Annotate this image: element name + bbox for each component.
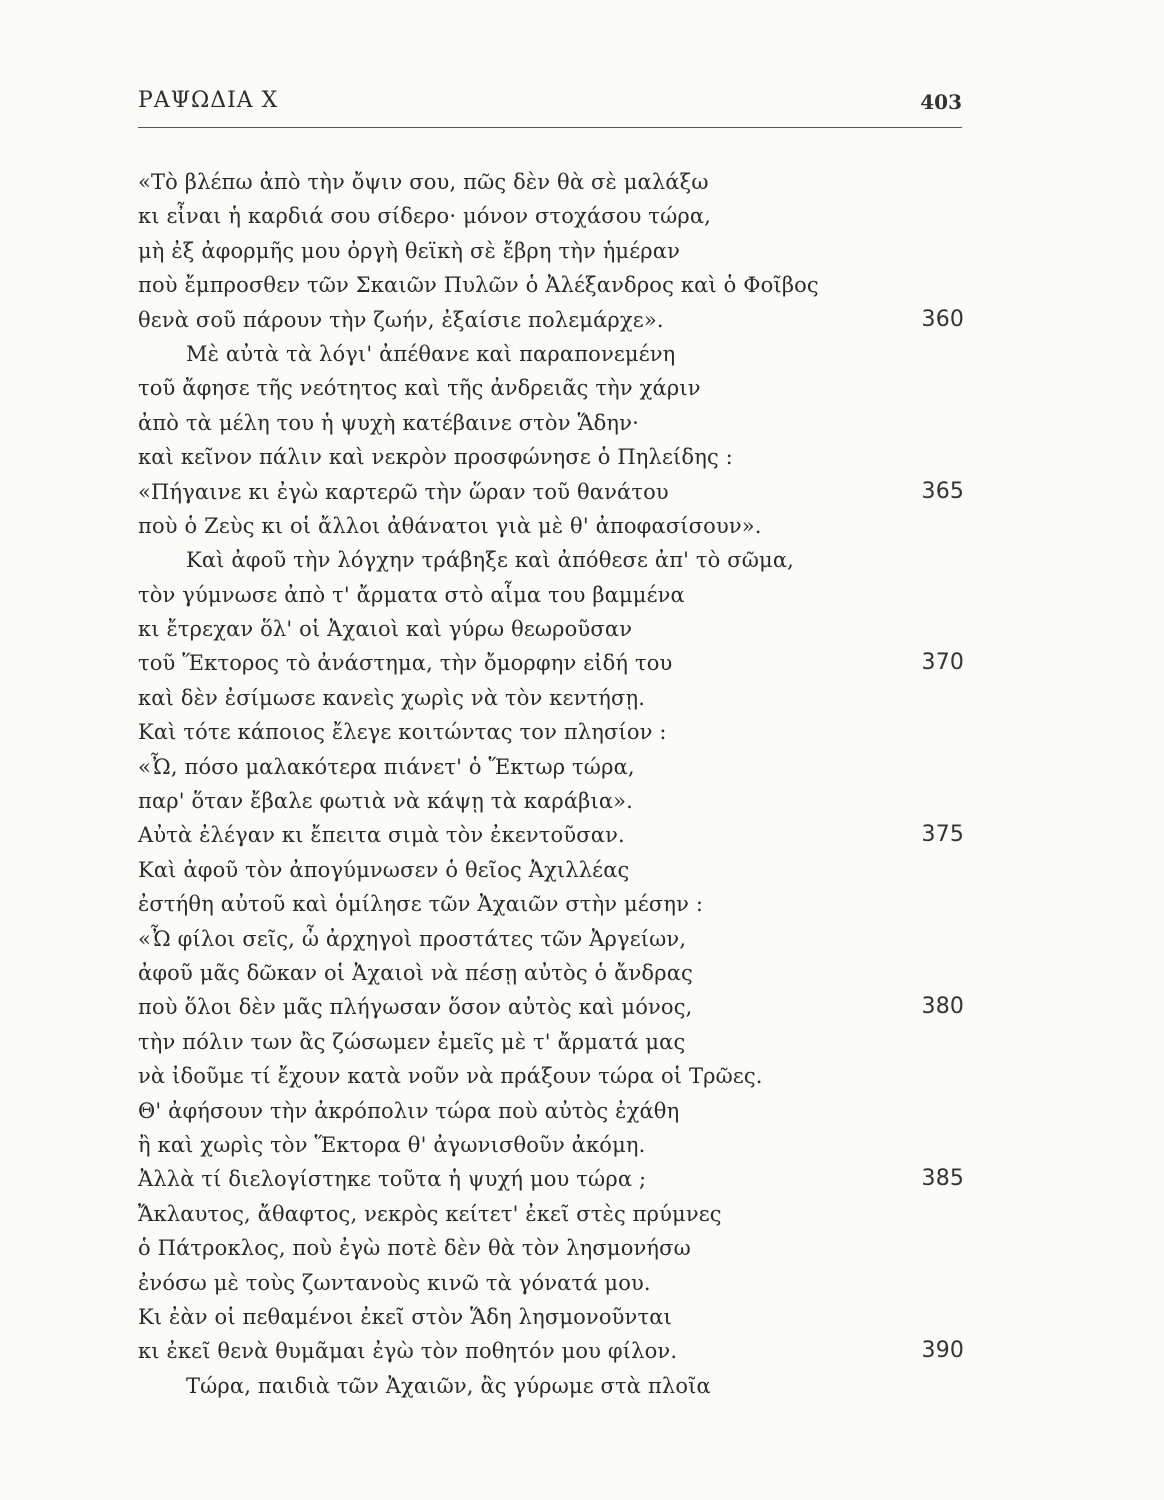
verse-line xyxy=(138,1231,964,1265)
verse-text: ποὺ ἔμπροσθεν τῶν Σκαιῶν Πυλῶν ὁ Ἀλέξανδρος καὶ ὁ Φοῖβος xyxy=(138,273,819,298)
verse-line xyxy=(138,1128,964,1162)
verse-line xyxy=(138,303,964,337)
verse-line xyxy=(138,165,964,199)
verse-line xyxy=(138,922,964,956)
verse-line xyxy=(138,578,964,612)
verse-text: νὰ ἰδοῦμε τί ἔχουν κατὰ νοῦν νὰ πράξουν τώρα οἱ Τρῶες. xyxy=(138,1064,763,1089)
verse-line xyxy=(138,681,964,715)
verse-line xyxy=(138,853,964,887)
line-number: 385 xyxy=(921,1166,964,1192)
line-number: 390 xyxy=(921,1338,964,1364)
verse-line xyxy=(138,1369,964,1403)
page-number: 403 xyxy=(920,90,962,114)
verse-text: «Ὦ, πόσο μαλακότερα πιάνετ' ὁ Ἕκτωρ τώρα, xyxy=(138,754,635,779)
running-title: ΡΑΨΩΔΙΑ Χ xyxy=(138,88,279,113)
verse-text: «Ὦ φίλοι σεῖς, ὦ ἀρχηγοὶ προστάτες τῶν Ἀργείων, xyxy=(138,926,687,951)
verse-text: τὴν πόλιν των ἂς ζώσωμεν ἐμεῖς μὲ τ' ἄρματά μας xyxy=(138,1029,686,1054)
verse-line xyxy=(138,1266,964,1300)
verse-line xyxy=(138,1059,964,1093)
verse-text: ἐστήθη αὐτοῦ καὶ ὁμίλησε τῶν Ἀχαιῶν στὴν μέσην : xyxy=(138,892,704,917)
verse-line xyxy=(138,612,964,646)
verse-line xyxy=(138,715,964,749)
verse-line xyxy=(138,1300,964,1334)
verse-line xyxy=(138,1162,964,1196)
verse-line xyxy=(138,475,964,509)
verse-text: ἀπὸ τὰ μέλη του ἡ ψυχὴ κατέβαινε στὸν Ἅδην· xyxy=(138,410,639,435)
verse-line xyxy=(138,1197,964,1231)
verse-line xyxy=(138,750,964,784)
verse-line xyxy=(138,509,964,543)
verse-text: «Πήγαινε κι ἐγὼ καρτερῶ τὴν ὥραν τοῦ θανάτου xyxy=(138,479,669,504)
verse-line xyxy=(138,337,964,371)
verse-line xyxy=(138,887,964,921)
verse-text: θενὰ σοῦ πάρουν τὴν ζωήν, ἐξαίσιε πολεμάρχε». xyxy=(138,307,664,332)
verse-text: Καὶ ἀφοῦ τὸν ἀπογύμνωσεν ὁ θεῖος Ἀχιλλέας xyxy=(138,857,630,882)
verse-line xyxy=(138,818,964,852)
verse-text: Ἄκλαυτος, ἄθαφτος, νεκρὸς κείτετ' ἐκεῖ στὲς πρύμνες xyxy=(138,1201,722,1226)
verse-text: Μὲ αὐτὰ τὰ λόγι' ἀπέθανε καὶ παραπονεμένη xyxy=(186,341,676,366)
verse-text: ποὺ ὅλοι δὲν μᾶς πλήγωσαν ὅσον αὐτὸς καὶ μόνος, xyxy=(138,995,693,1020)
verse-text: ἢ καὶ χωρὶς τὸν Ἕκτορα θ' ἀγωνισθοῦν ἀκόμη. xyxy=(138,1132,646,1157)
verse-line xyxy=(138,199,964,233)
verse-line xyxy=(138,1334,964,1368)
verse-line xyxy=(138,440,964,474)
header-rule xyxy=(138,127,962,128)
verse-text: τοῦ Ἕκτορος τὸ ἀνάστημα, τὴν ὄμορφην εἰδή του xyxy=(138,651,673,676)
verse-text: Ἀλλὰ τί διελογίστηκε τοῦτα ἡ ψυχή μου τώρα ; xyxy=(138,1167,647,1192)
verse-block xyxy=(138,165,964,1403)
verse-line xyxy=(138,234,964,268)
verse-text: ἀφοῦ μᾶς δῶκαν οἱ Ἀχαιοὶ νὰ πέσῃ αὐτὸς ὁ ἄνδρας xyxy=(138,960,693,985)
verse-text: «Τὸ βλέπω ἀπὸ τὴν ὄψιν σου, πῶς δὲν θὰ σὲ μαλάξω xyxy=(138,170,709,194)
verse-text: Κι ἐὰν οἱ πεθαμένοι ἐκεῖ στὸν Ἅδη λησμονοῦνται xyxy=(138,1304,672,1329)
verse-text: τὸν γύμνωσε ἀπὸ τ' ἄρματα στὸ αἷμα του βαμμένα xyxy=(138,582,685,607)
verse-line xyxy=(138,956,964,990)
verse-text: Τώρα, παιδιὰ τῶν Ἀχαιῶν, ἂς γύρωμε στὰ πλοῖα xyxy=(186,1373,711,1398)
line-number: 380 xyxy=(921,994,964,1020)
line-number: 365 xyxy=(921,478,964,504)
verse-text: ὁ Πάτροκλος, ποὺ ἐγὼ ποτὲ δὲν θὰ τὸν λησμονήσω xyxy=(138,1236,691,1261)
verse-line xyxy=(138,646,964,680)
verse-text: Καὶ τότε κάποιος ἔλεγε κοιτώντας τον πλησίον : xyxy=(138,720,667,745)
verse-line xyxy=(138,784,964,818)
verse-text: ποὺ ὁ Ζεὺς κι οἱ ἄλλοι ἀθάνατοι γιὰ μὲ θ' ἀποφασίσουν». xyxy=(138,513,762,538)
verse-line xyxy=(138,268,964,302)
verse-line xyxy=(138,543,964,577)
verse-text: παρ' ὅταν ἔβαλε φωτιὰ νὰ κάψῃ τὰ καράβια». xyxy=(138,789,633,814)
verse-text: κι ἐκεῖ θενὰ θυμᾶμαι ἐγὼ τὸν ποθητόν μου φίλον. xyxy=(138,1339,678,1364)
verse-line xyxy=(138,1094,964,1128)
verse-text: Αὐτὰ ἐλέγαν κι ἔπειτα σιμὰ τὸν ἐκεντοῦσαν. xyxy=(138,823,625,848)
verse-text: καὶ δὲν ἐσίμωσε κανεὶς χωρὶς νὰ τὸν κεντήσῃ. xyxy=(138,685,646,710)
verse-line xyxy=(138,406,964,440)
verse-text: μὴ ἐξ ἀφορμῆς μου ὀργὴ θεϊκὴ σὲ ἔβρη τὴν ἡμέραν xyxy=(138,238,681,263)
verse-line xyxy=(138,1025,964,1059)
line-number: 360 xyxy=(921,306,964,332)
verse-text: Καὶ ἀφοῦ τὴν λόγχην τράβηξε καὶ ἀπόθεσε ἀπ' τὸ σῶμα, xyxy=(186,548,795,573)
verse-line xyxy=(138,371,964,405)
verse-text: καὶ κεῖνον πάλιν καὶ νεκρὸν προσφώνησε ὁ Πηλείδης : xyxy=(138,445,733,470)
page-header xyxy=(138,88,962,128)
verse-text: ἐνόσω μὲ τοὺς ζωντανοὺς κινῶ τὰ γόνατά μου. xyxy=(138,1270,651,1295)
verse-text: τοῦ ἄφησε τῆς νεότητος καὶ τῆς ἀνδρειᾶς τὴν χάριν xyxy=(138,376,701,401)
verse-line xyxy=(138,990,964,1024)
line-number: 370 xyxy=(921,650,964,676)
verse-text: Θ' ἀφήσουν τὴν ἀκρόπολιν τώρα ποὺ αὐτὸς ἐχάθη xyxy=(138,1098,680,1123)
verse-text: κι εἶναι ἡ καρδιά σου σίδερο· μόνον στοχάσου τώρα, xyxy=(138,204,712,229)
line-number: 375 xyxy=(921,822,964,848)
verse-text: κι ἔτρεχαν ὅλ' οἱ Ἀχαιοὶ καὶ γύρω θεωροῦσαν xyxy=(138,617,633,642)
